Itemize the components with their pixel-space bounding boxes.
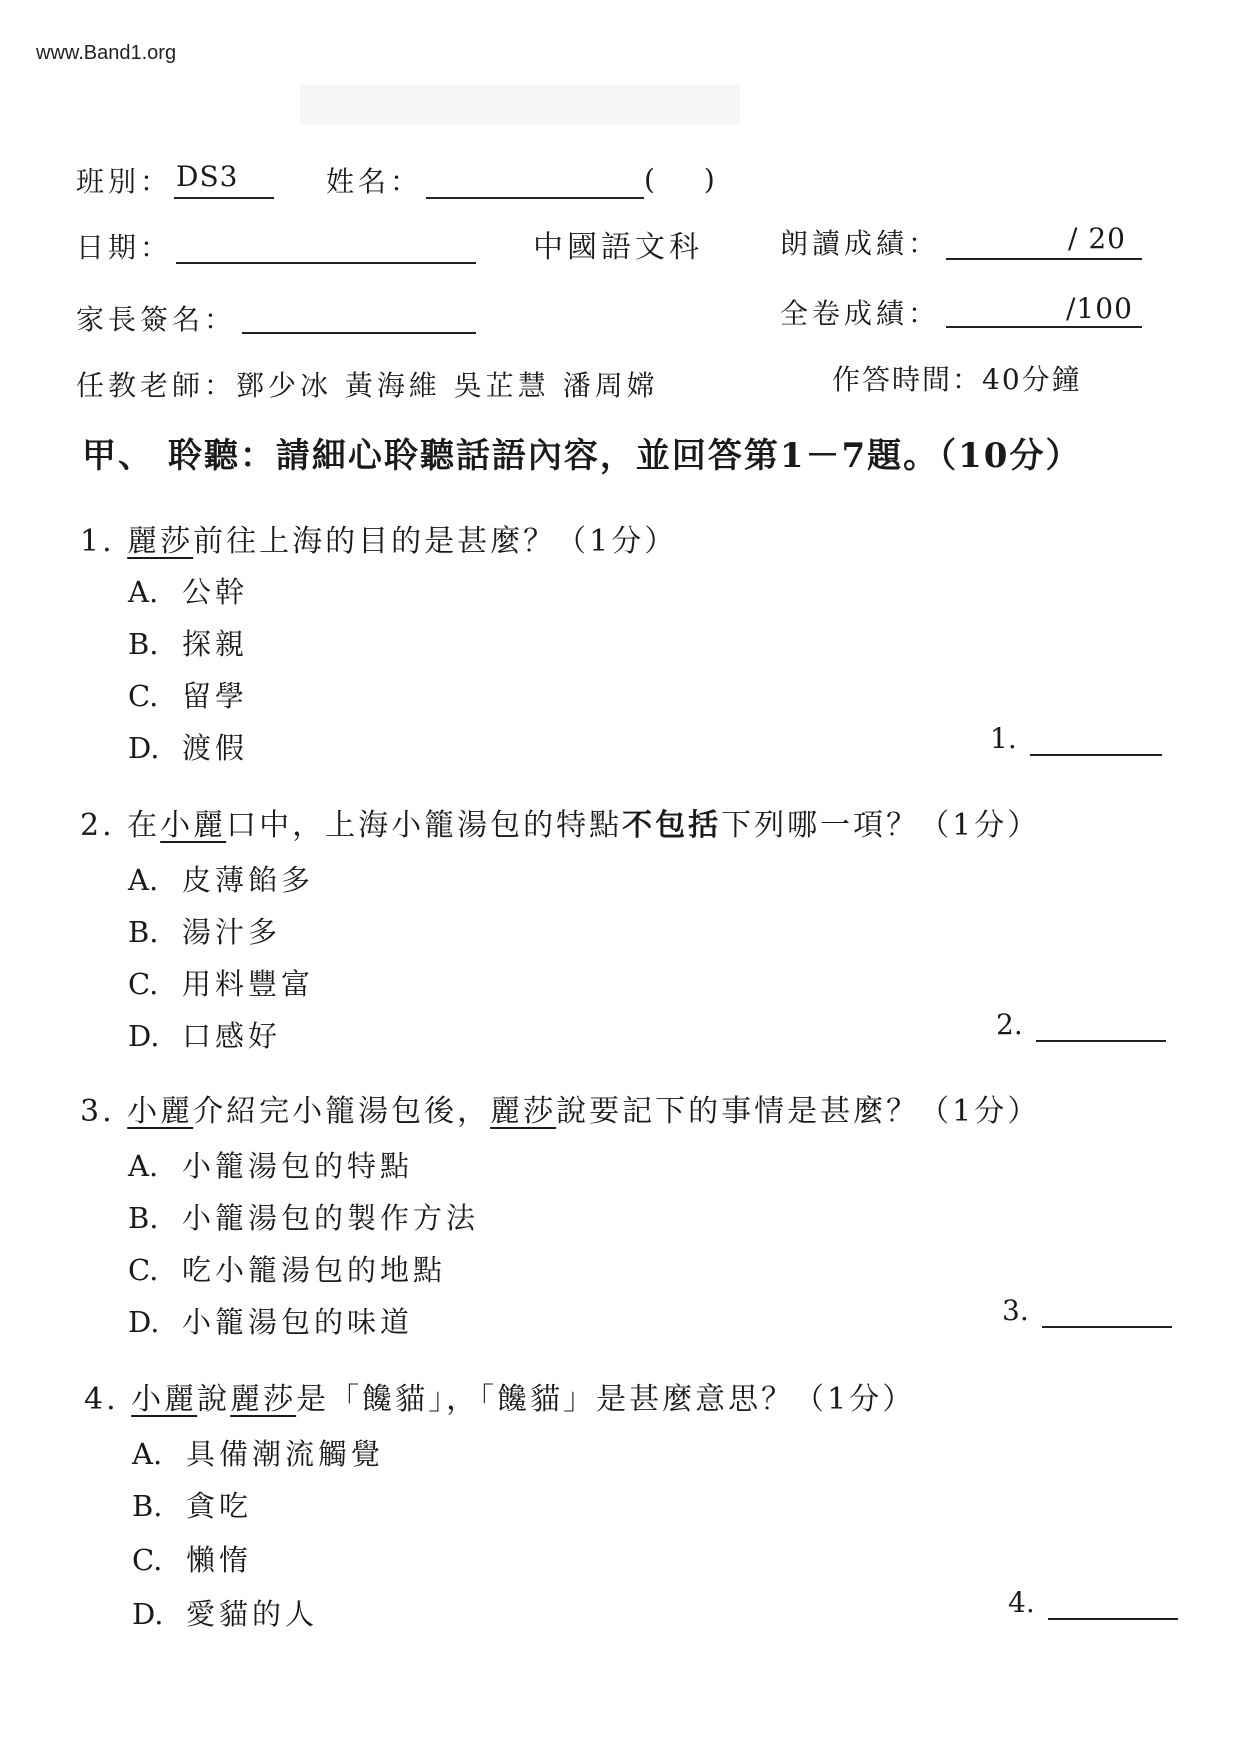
q3-option-c xyxy=(128,1248,446,1289)
site-watermark: www.Band1.org xyxy=(36,42,177,64)
q2-answer-label: 2. xyxy=(996,1008,1023,1041)
question-number: 2. xyxy=(80,808,115,843)
q1-option-a xyxy=(128,570,248,611)
name-line[interactable] xyxy=(426,197,644,199)
total-score-label: 全卷成績： xyxy=(780,297,941,330)
date-label: 日期： xyxy=(76,231,173,264)
option-text: 小籠湯包的製作方法 xyxy=(182,1201,480,1235)
total-score-total: /100 xyxy=(1066,292,1133,325)
q4-option-c xyxy=(132,1538,252,1579)
q2-option-b xyxy=(128,910,281,951)
option-text: 渡假 xyxy=(182,731,249,765)
option-text: 留學 xyxy=(182,679,249,713)
option-label: A. xyxy=(128,575,159,609)
reading-score-total: / 20 xyxy=(1068,222,1126,255)
reading-score-line[interactable] xyxy=(946,258,1142,260)
question-4 xyxy=(84,1374,915,1418)
q3-option-d xyxy=(128,1300,413,1341)
q4-option-a xyxy=(132,1432,384,1473)
option-text: 湯汁多 xyxy=(182,915,282,949)
option-label: D. xyxy=(128,1019,160,1053)
question-text: 在 xyxy=(127,808,161,843)
option-label: C. xyxy=(128,679,159,713)
question-2 xyxy=(80,800,1040,844)
option-label: B. xyxy=(128,915,159,949)
scan-shadow xyxy=(300,85,740,125)
q3-answer-label: 3. xyxy=(1002,1294,1029,1327)
subject-title: 中國語文科 xyxy=(533,230,703,265)
name-lisa: 麗莎 xyxy=(490,1094,557,1129)
option-text: 貪吃 xyxy=(186,1489,253,1523)
question-text: 下列哪一項？（1分） xyxy=(721,808,1041,843)
option-text: 探親 xyxy=(182,627,249,661)
name-xiaoli: 小麗 xyxy=(160,808,227,843)
question-text: 說要記下的事情是甚麼？（1分） xyxy=(556,1094,1041,1129)
name-lisa: 麗莎 xyxy=(127,524,194,559)
emphasis-not-include: 不包括 xyxy=(622,808,722,843)
section-heading: 甲、 聆聽：請細心聆聽話語內容，並回答第1－7題。（10分） xyxy=(82,436,1082,476)
q1-answer-label: 1. xyxy=(990,722,1017,755)
option-text: 小籠湯包的味道 xyxy=(182,1305,414,1339)
name-paren: ( ) xyxy=(644,163,719,196)
option-text: 懶惰 xyxy=(186,1543,253,1577)
option-label: A. xyxy=(128,863,159,897)
class-line xyxy=(174,197,274,199)
option-text: 具備潮流觸覺 xyxy=(186,1437,385,1471)
exam-time: 作答時間：40分鐘 xyxy=(832,363,1082,396)
class-value: DS3 xyxy=(176,160,239,193)
option-text: 用料豐富 xyxy=(182,967,315,1001)
name-xiaoli: 小麗 xyxy=(127,1094,194,1129)
teachers-list: 任教老師：鄧少冰 黃海維 吳芷慧 潘周嫦 xyxy=(76,369,659,402)
question-number: 4. xyxy=(84,1382,119,1417)
q3-answer-line[interactable] xyxy=(1042,1326,1172,1328)
question-text: 口中，上海小籠湯包的特點 xyxy=(226,808,623,843)
option-label: D. xyxy=(132,1597,164,1631)
q1-answer-line[interactable] xyxy=(1030,754,1162,756)
option-label: B. xyxy=(128,1201,159,1235)
option-label: D. xyxy=(128,731,160,765)
name-xiaoli: 小麗 xyxy=(131,1382,198,1417)
option-text: 口感好 xyxy=(182,1019,282,1053)
parent-signature-label: 家長簽名： xyxy=(76,303,237,336)
question-number: 1. xyxy=(80,524,115,559)
q2-option-c xyxy=(128,962,314,1003)
parent-signature-line[interactable] xyxy=(242,332,476,334)
q4-answer-label: 4. xyxy=(1008,1586,1035,1619)
total-score-line[interactable] xyxy=(946,326,1142,328)
q1-option-b xyxy=(128,622,248,663)
q2-option-d xyxy=(128,1014,281,1055)
option-text: 愛貓的人 xyxy=(186,1597,319,1631)
name-label: 姓名： xyxy=(326,165,423,198)
question-3 xyxy=(80,1086,1040,1130)
q3-option-a xyxy=(128,1144,413,1185)
option-label: A. xyxy=(128,1149,159,1183)
option-label: C. xyxy=(128,967,159,1001)
q2-option-a xyxy=(128,858,314,899)
question-text: 說 xyxy=(197,1382,231,1417)
option-label: A. xyxy=(132,1437,163,1471)
question-text: 介紹完小籠湯包後， xyxy=(193,1094,491,1129)
q4-answer-line[interactable] xyxy=(1048,1618,1178,1620)
option-label: D. xyxy=(128,1305,160,1339)
option-label: B. xyxy=(132,1489,163,1523)
class-label: 班別： xyxy=(76,165,173,198)
q4-option-b xyxy=(132,1484,252,1525)
q1-option-c xyxy=(128,674,248,715)
q3-option-b xyxy=(128,1196,479,1237)
name-lisa: 麗莎 xyxy=(230,1382,297,1417)
question-text: 是「饞貓」，「饞貓」是甚麼意思？（1分） xyxy=(296,1382,916,1417)
question-1 xyxy=(80,516,677,560)
question-text: 前往上海的目的是甚麼？（1分） xyxy=(193,524,678,559)
question-number: 3. xyxy=(80,1094,115,1129)
q1-option-d xyxy=(128,726,248,767)
date-line[interactable] xyxy=(176,262,476,264)
option-label: C. xyxy=(132,1543,163,1577)
q4-option-d xyxy=(132,1592,318,1633)
option-text: 小籠湯包的特點 xyxy=(182,1149,414,1183)
reading-score-label: 朗讀成績： xyxy=(780,227,941,260)
option-text: 吃小籠湯包的地點 xyxy=(182,1253,447,1287)
option-label: C. xyxy=(128,1253,159,1287)
option-text: 皮薄餡多 xyxy=(182,863,315,897)
option-label: B. xyxy=(128,627,159,661)
option-text: 公幹 xyxy=(182,575,249,609)
q2-answer-line[interactable] xyxy=(1036,1040,1166,1042)
